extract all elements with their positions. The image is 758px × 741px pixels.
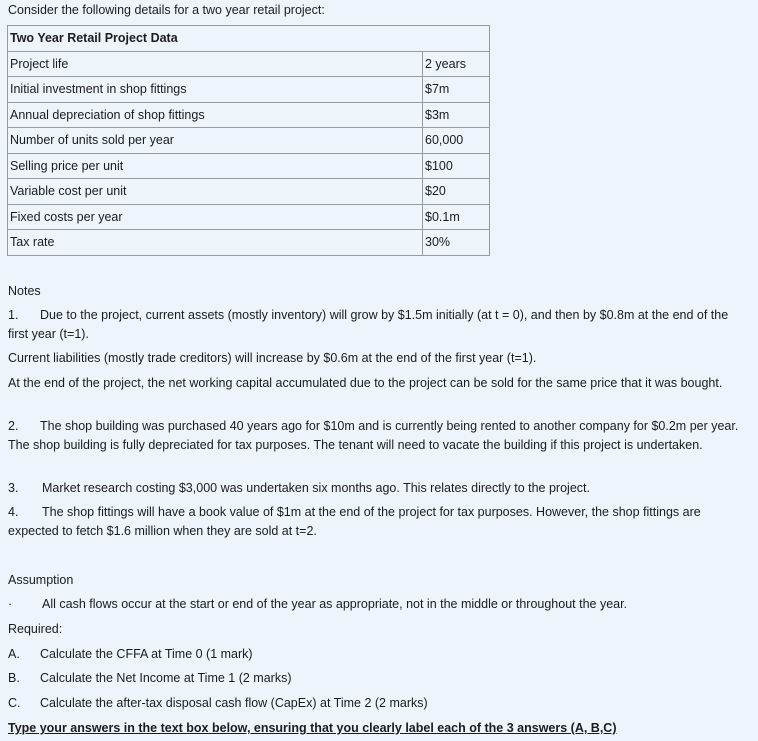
project-data-table <box>7 25 490 256</box>
table-row <box>8 102 490 128</box>
assumption-text: All cash flows occur at the start or end of the year as appropriate, not in the middle or throughout the year. <box>42 597 628 611</box>
item-letter: C. <box>8 696 21 710</box>
note-number: 4. <box>8 505 19 519</box>
table-row <box>8 179 490 205</box>
table-title-row <box>8 26 490 52</box>
bullet-icon: · <box>8 597 13 611</box>
note-text: The shop building was purchased 40 years ago for $10m and is currently being rented to another company for $0.2m per year. The shop building is fully depreciated for tax purposes. The tenant will need to vacate the building if this project is undertaken. <box>8 419 739 452</box>
note-number: 1. <box>8 308 19 322</box>
row-value: $100 <box>423 153 490 179</box>
intro-text: Consider the following details for a two year retail project: <box>8 3 325 17</box>
note-text: Market research costing $3,000 was undertaken six months ago. This relates directly to the project. <box>42 481 590 495</box>
note-4 <box>8 503 748 541</box>
row-value: $3m <box>423 102 490 128</box>
row-label: Initial investment in shop fittings <box>8 77 423 103</box>
table-row <box>8 230 490 256</box>
answer-instruction: Type your answers in the text box below, ensuring that you clearly label each of the 3 answers (A, B,C) <box>8 721 617 735</box>
row-label: Project life <box>8 51 423 77</box>
notes-heading: Notes <box>8 284 41 298</box>
note-number: 2. <box>8 419 19 433</box>
note-number: 3. <box>8 481 19 495</box>
row-value: 60,000 <box>423 128 490 154</box>
note-2 <box>8 417 748 455</box>
assumption-heading: Assumption <box>8 573 74 587</box>
item-text: Calculate the Net Income at Time 1 (2 marks) <box>40 671 292 685</box>
note-text: The shop fittings will have a book value of $1m at the end of the project for tax purposes. However, the shop fittings are expected to fetch $1.6 million when they are sold at t=2. <box>8 505 701 538</box>
row-label: Tax rate <box>8 230 423 256</box>
required-heading: Required: <box>8 622 63 636</box>
item-text: Calculate the CFFA at Time 0 (1 mark) <box>40 647 253 661</box>
row-label: Annual depreciation of shop fittings <box>8 102 423 128</box>
table-row <box>8 153 490 179</box>
note-1 <box>8 306 748 344</box>
note-1-nwc: At the end of the project, the net working capital accumulated due to the project can be sold for the same price that it was bought. <box>8 376 723 390</box>
item-letter: A. <box>8 647 20 661</box>
table-row <box>8 204 490 230</box>
required-item-a <box>8 645 748 664</box>
note-3 <box>8 479 748 498</box>
row-value: 2 years <box>423 51 490 77</box>
row-value: $0.1m <box>423 204 490 230</box>
row-value: $20 <box>423 179 490 205</box>
row-label: Number of units sold per year <box>8 128 423 154</box>
row-label: Fixed costs per year <box>8 204 423 230</box>
assumption-item <box>8 595 748 614</box>
required-item-c <box>8 694 748 713</box>
note-text: Due to the project, current assets (mostly inventory) will grow by $1.5m initially (at t = 0), and then by $0.8m at the end of the first year (t=1). <box>8 308 729 341</box>
table-row <box>8 77 490 103</box>
row-value: 30% <box>423 230 490 256</box>
required-item-b <box>8 669 748 688</box>
item-text: Calculate the after-tax disposal cash flow (CapEx) at Time 2 (2 marks) <box>40 696 428 710</box>
note-1-liabilities: Current liabilities (mostly trade creditors) will increase by $0.6m at the end of the first year (t=1). <box>8 351 537 365</box>
table-title: Two Year Retail Project Data <box>8 26 490 52</box>
row-label: Variable cost per unit <box>8 179 423 205</box>
row-label: Selling price per unit <box>8 153 423 179</box>
item-letter: B. <box>8 671 20 685</box>
table-row <box>8 128 490 154</box>
row-value: $7m <box>423 77 490 103</box>
table-row <box>8 51 490 77</box>
